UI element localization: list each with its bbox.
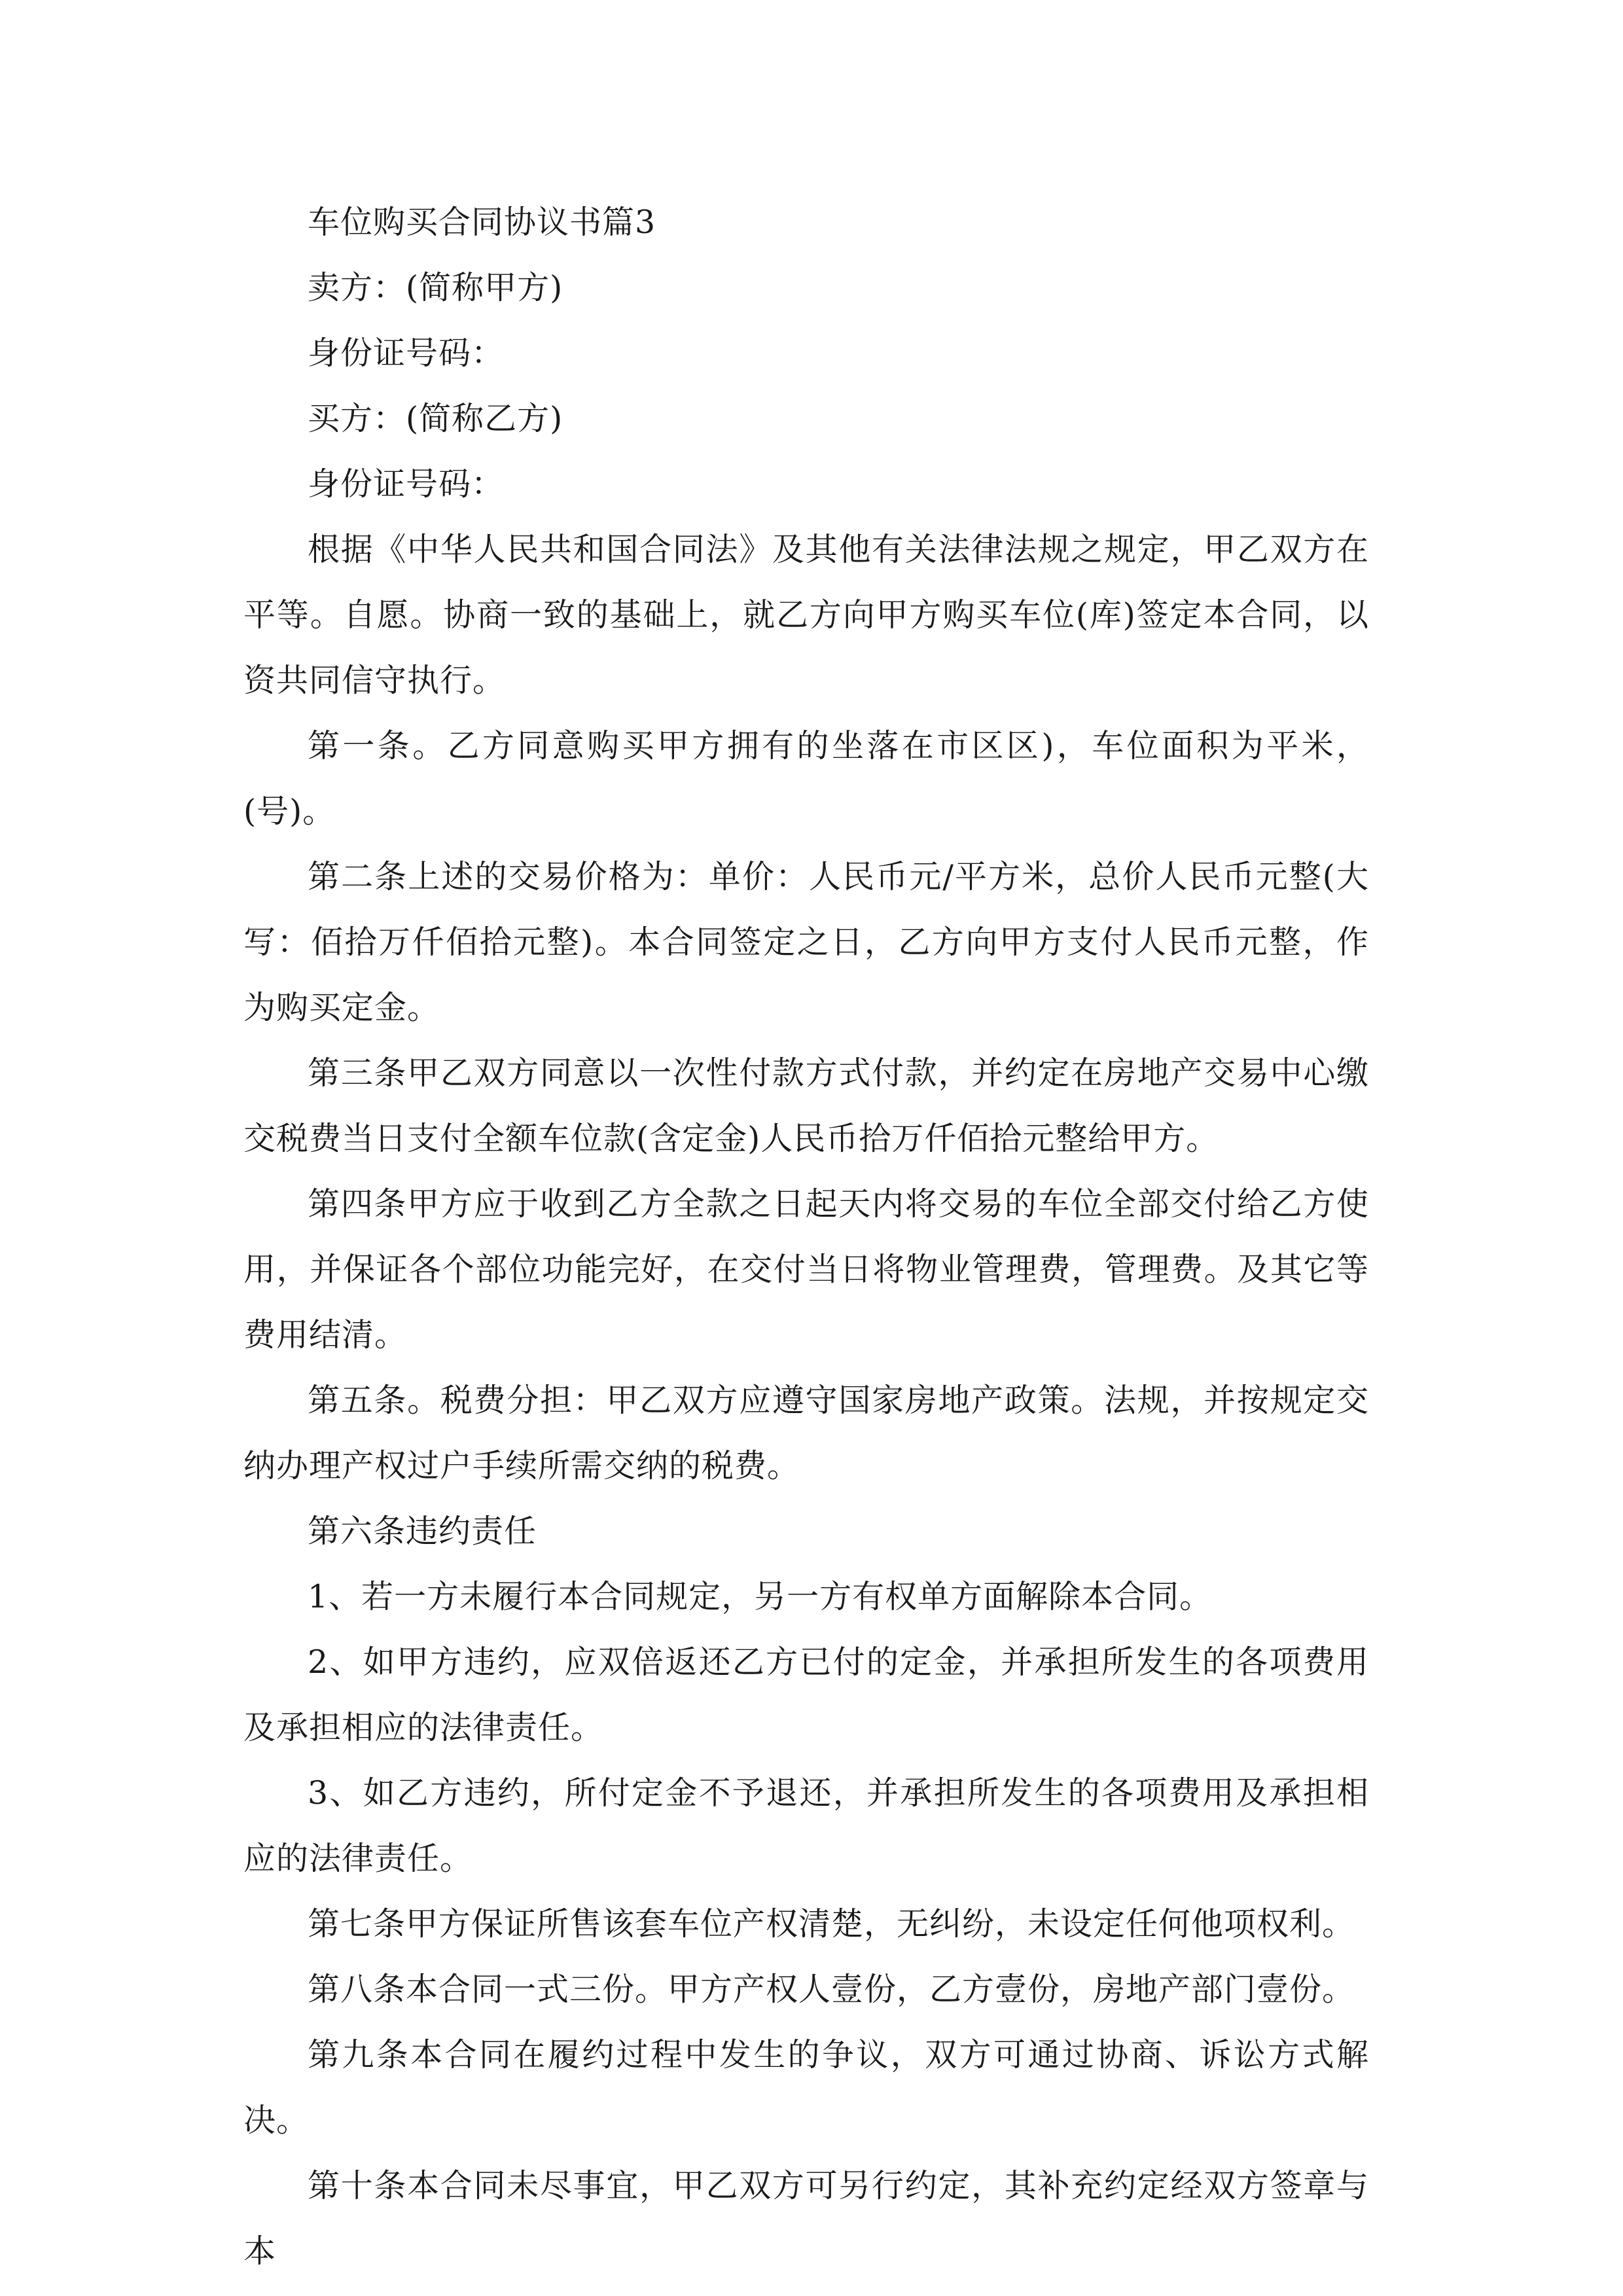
preamble-paragraph: 根据《中华人民共和国合同法》及其他有关法律法规之规定，甲乙双方在平等。自愿。协商一致的基础上，就乙方向甲方购买车位(库)签定本合同，以资共同信守执行。 (243, 531, 1369, 699)
article-10: 第十条本合同未尽事宜，甲乙双方可另行约定，其补充约定经双方签章与本 (243, 2167, 1369, 2270)
buyer-id-line: 身份证号码： (308, 465, 505, 503)
article-9: 第九条本合同在履约过程中发生的争议，双方可通过协商、诉讼方式解决。 (243, 2036, 1369, 2139)
article-6-heading: 第六条违约责任 (308, 1513, 537, 1550)
article-6-item-2: 2、如甲方违约，应双倍返还乙方已付的定金，并承担所发生的各项费用及承担相应的法律责任。 (243, 1643, 1369, 1746)
document-body (243, 190, 1369, 2284)
article-6-item-3: 3、如乙方违约，所付定金不予退还，并承担所发生的各项费用及承担相应的法律责任。 (243, 1774, 1369, 1877)
document-title: 车位购买合同协议书篇3 (308, 204, 656, 241)
article-1: 第一条。乙方同意购买甲方拥有的坐落在市区区)，车位面积为平米，(号)。 (243, 727, 1369, 830)
article-4: 第四条甲方应于收到乙方全款之日起天内将交易的车位全部交付给乙方使用，并保证各个部位功能完好，在交付当日将物业管理费，管理费。及其它等费用结清。 (243, 1185, 1369, 1354)
article-6-item-1: 1、若一方未履行本合同规定，另一方有权单方面解除本合同。 (308, 1578, 1213, 1615)
seller-line: 卖方：(简称甲方) (308, 269, 563, 306)
seller-id-line: 身份证号码： (308, 334, 505, 372)
article-5: 第五条。税费分担：甲乙双方应遵守国家房地产政策。法规，并按规定交纳办理产权过户手续所需交纳的税费。 (243, 1382, 1369, 1484)
article-3: 第三条甲乙双方同意以一次性付款方式付款，并约定在房地产交易中心缴交税费当日支付全额车位款(含定金)人民币拾万仟佰拾元整给甲方。 (243, 1054, 1369, 1157)
buyer-line: 买方：(简称乙方) (308, 400, 563, 437)
article-7: 第七条甲方保证所售该套车位产权清楚，无纠纷，未设定任何他项权利。 (308, 1905, 1355, 1943)
article-8: 第八条本合同一式三份。甲方产权人壹份，乙方壹份，房地产部门壹份。 (308, 1971, 1355, 2008)
article-2: 第二条上述的交易价格为：单价：人民币元/平方米，总价人民币元整(大写：佰拾万仟佰拾元整)。本合同签定之日，乙方向甲方支付人民币元整，作为购买定金。 (243, 858, 1369, 1026)
